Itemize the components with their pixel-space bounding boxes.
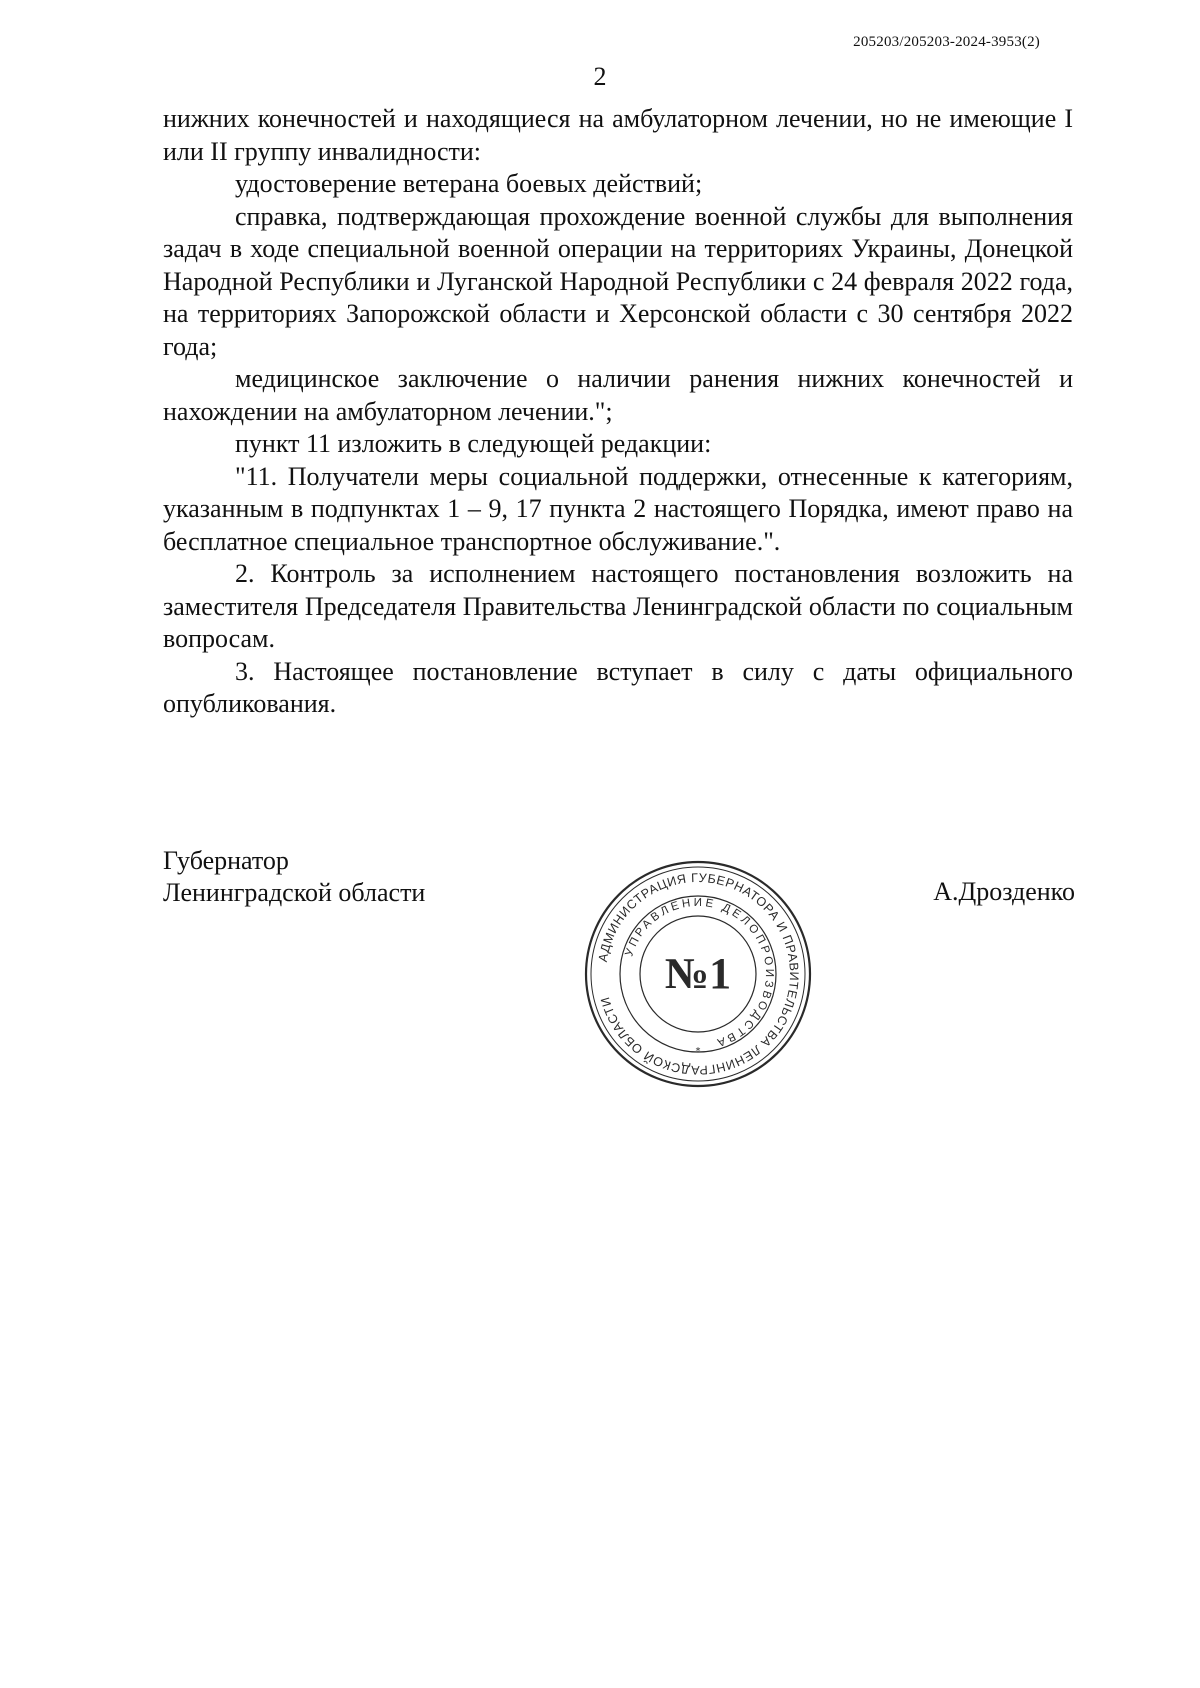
paragraph-entry-into-force: 3. Настоящее постановление вступает в силу с даты официального опубликования. xyxy=(163,656,1073,718)
paragraph-continuation: нижних конечностей и находящиеся на амбулаторном лечении, но не имеющие I или II группу инвалидности: xyxy=(163,104,1073,166)
paragraph-point-11-intro: пункт 11 изложить в следующей редакции: xyxy=(235,429,712,458)
document-body xyxy=(163,103,1073,721)
official-seal xyxy=(582,858,814,1090)
paragraph-medical-report: медицинское заключение о наличии ранения нижних конечностей и нахождении на амбулаторном лечении."; xyxy=(163,364,1073,426)
paragraph-control: 2. Контроль за исполнением настоящего постановления возложить на заместителя Председателя Правительства Ленинградской области по социальным вопросам. xyxy=(163,559,1073,653)
paragraph-veteran-certificate: удостоверение ветерана боевых действий; xyxy=(235,169,703,198)
paragraph-service-certificate: справка, подтверждающая прохождение военной службы для выполнения задач в ходе специальной военной операции на территориях Украины, Донецкой Народной Республики и Луганской Народной Республики с 24 февраля 2022 года, на территориях Запорожской области и Херсонской области с 30 сентября 2022 года; xyxy=(163,201,1073,361)
seal-inner-text: УПРАВЛЕНИЕ ДЕЛОПРОИЗВОДСТВА xyxy=(623,896,776,1049)
document-registration-number: 205203/205203-2024-3953(2) xyxy=(853,34,1040,50)
signature-position xyxy=(163,845,425,909)
signature-position-title: Губернатор xyxy=(163,846,289,875)
signature-name: А.Дрозденко xyxy=(933,877,1075,906)
seal-center-number: №1 xyxy=(664,949,732,998)
signature-position-region: Ленинградской области xyxy=(163,878,426,907)
page-number: 2 xyxy=(593,62,607,91)
seal-star-icon: * xyxy=(695,1046,701,1057)
seal-outer-text: АДМИНИСТРАЦИЯ ГУБЕРНАТОРА И ПРАВИТЕЛЬСТВА ЛЕНИНГРАДСКОЙ ОБЛАСТИ xyxy=(595,870,802,1078)
paragraph-point-11-text: "11. Получатели меры социальной поддержки, отнесенные к категориям, указанным в подпунктах 1 – 9, 17 пункта 2 настоящего Порядка, имеют право на бесплатное специальное транспортное обслуживание.". xyxy=(163,461,1073,556)
